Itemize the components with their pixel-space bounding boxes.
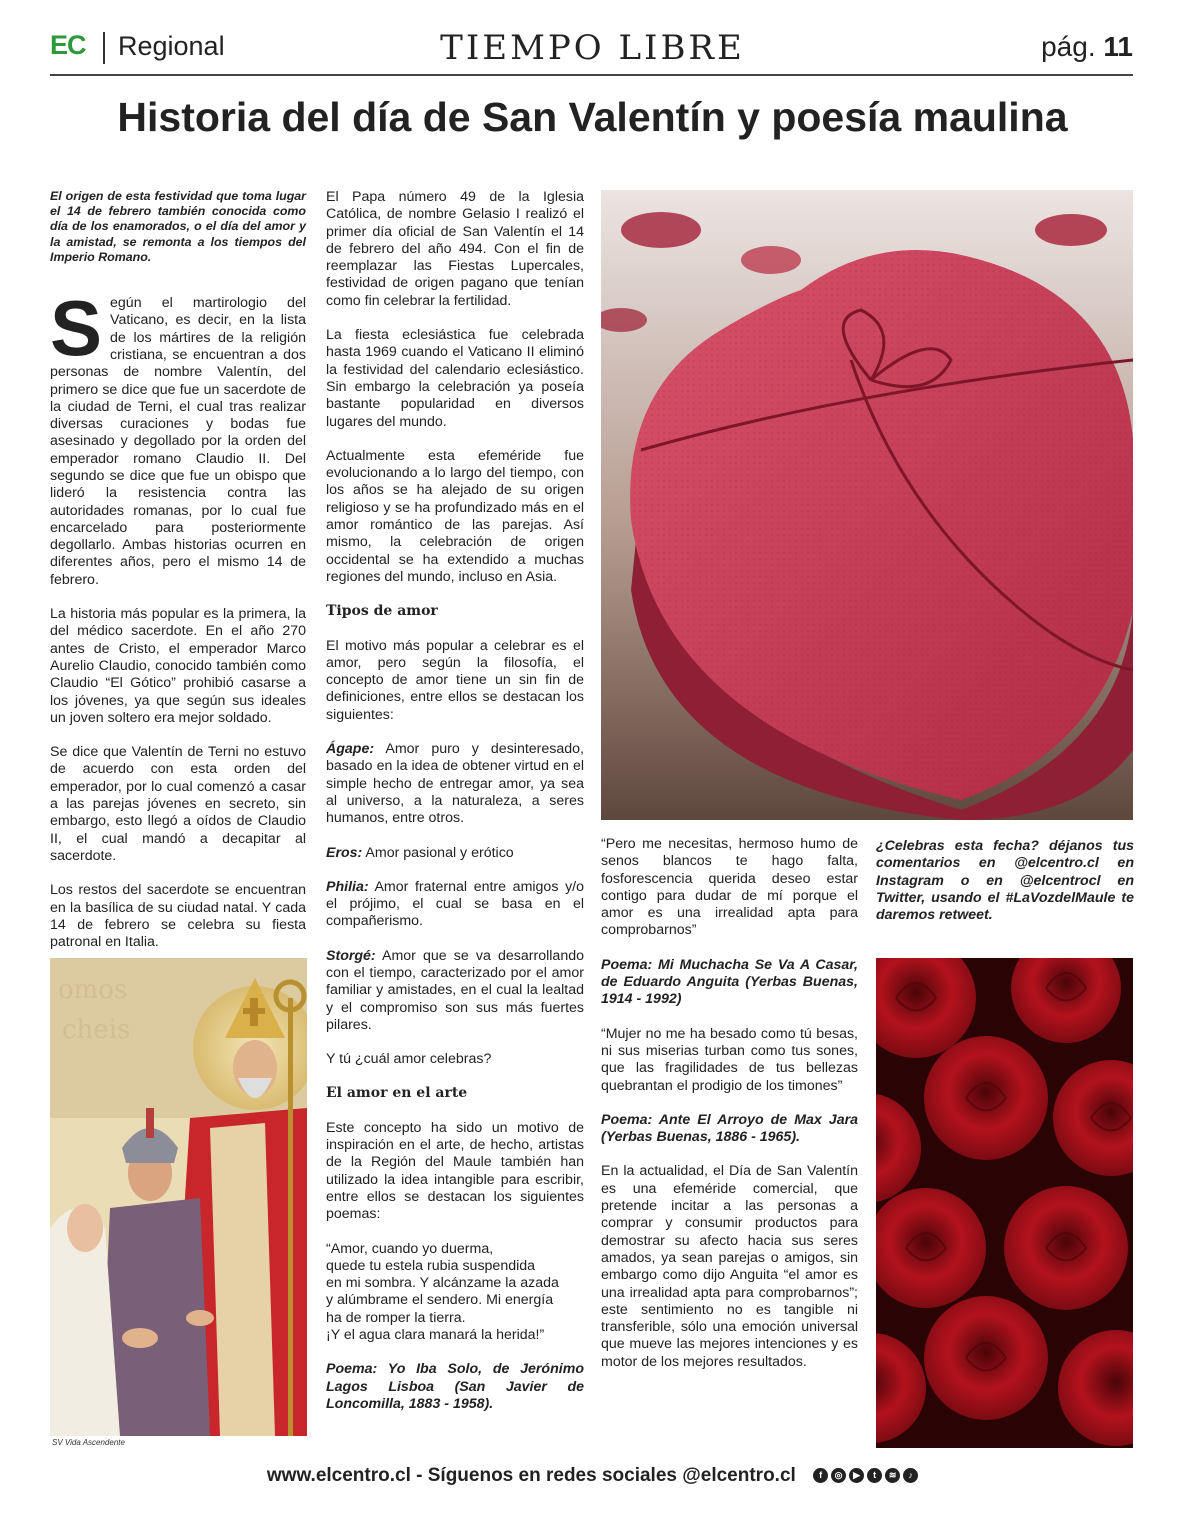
love-type-storge: Storgé: Amor que se va desarrollando con el tiempo, caracterizado por el amor familiar y amistades, en el cual la lealtad y el compromiso son sus más fuertes pilares. [326,947,584,1033]
paragraph: El motivo más popular a celebrar es el amor, pero según la filosofía, el concepto de amor tiene un sin fin de definiciones, entre ellos se destacan los siguientes: [326,637,584,723]
page-category: TIEMPO LIBRE [440,28,745,68]
article-headline: Historia del día de San Valentín y poesía maulina [117,94,1068,140]
facebook-icon[interactable]: f [813,1468,828,1483]
column-2 [326,189,584,1430]
social-call-to-action: ¿Celebras esta fecha? déjanos tus comentarios en @elcentro.cl en Instagram o en @elcentrocl en Twitter, usando el #LaVozdelMaule te daremos retweet. [876,838,1134,924]
paragraph: El Papa número 49 de la Iglesia Católica, de nombre Gelasio I realizó el primer día oficial de San Valentín el 14 de febrero del año 494. Con el fin de reemplazar las Fiestas Lupercales, festividad de origen pagano que tenían como fin celebrar la fertilidad. [326,189,584,309]
poem-quote: “Pero me necesitas, hermoso humo de senos blancos te hago falta, fosforescencia querida deseo estar contigo para dudar de mí porque el amor es una irrealidad apta para comprobarnos” [601,836,858,939]
love-type-eros: Eros: Amor pasional y erótico [326,844,514,861]
poem-quote: “Mujer no me ha besado como tú besas, ni sus miserias turban como tus sones, que las fragilidades de tus bellezas quebrantan el prodigio de los timones” [601,1025,858,1094]
column-1 [50,189,306,968]
love-type-philia: Philia: Amor fraternal entre amigos y/o el prójimo, el cual se basa en el compañerismo. [326,878,584,930]
subheading-tipos-de-amor: Tipos de amor [326,603,438,620]
header-rule [50,74,1133,76]
drop-cap: S [50,284,103,373]
column-3 [601,836,858,1388]
red-roses-photo [876,958,1133,1448]
spotify-icon[interactable]: ≋ [885,1468,900,1483]
paragraph: Según el martirologio del Vaticano, es decir, en la lista de los mártires de la religión cristiana, se encuentran a dos personas de nombre Valentín, del primero se dice que fue un sacerdote de la ciudad de Terni, el cual tras realizar diversas curaciones y bodas fue asesinado y degollado por la orden del emperador romano Claudio II. Del segundo se dice que fue un obispo que lideró la resistencia contra las autoridades romanas, por lo cual fue encarcelado para posteriormente degollarlo. Ambas historias ocurren en diferentes años, pero el mismo 14 de febrero. [50,284,306,588]
paragraph: Los restos del sacerdote se encuentran en la basílica de su ciudad natal. Y cada 14 de febrero se celebra su fiesta patronal en Italia. [50,882,306,951]
instagram-icon[interactable]: ◎ [831,1468,846,1483]
paragraph: Este concepto ha sido un motivo de inspiración en el arte, de hecho, artistas de la Región del Maule también han utilizado la idea intangible para escribir, entre ellos se destacan los siguientes poemas: [326,1119,584,1223]
heart-gift-box-photo [601,190,1133,820]
paragraph: En la actualidad, el Día de San Valentín es una efeméride comercial, que pretende incitar a las personas a comprar y consumir productos para demostrar su afecto hacia sus seres amados, ya sean parejas o amigos, sin embargo como dijo Anguita “el amor es una irrealidad apta para comprobarnos”; este sentimiento no es tangible ni transferible, sólo una emoción universal que mueve las mejores intenciones y es motor de los mejores resultados. [601,1163,858,1370]
tiktok-icon[interactable]: ♪ [903,1468,918,1483]
poem-credit: Poema: Mi Muchacha Se Va A Casar, de Eduardo Anguita (Yerbas Buenas, 1914 - 1992) [601,956,858,1008]
page-number: pág. 11 [1041,31,1133,62]
paragraph: La fiesta eclesiástica fue celebrada hasta 1969 cuando el Vaticano II eliminó la festividad del calendario eclesiástico. Sin embargo la celebración ya poseía bastante popularidad en diversos lugares del mundo. [326,327,584,430]
saint-valentine-painting [50,958,307,1436]
love-type-agape: Ágape: Amor puro y desinteresado, basado en la idea de obtener virtud en el simple hecho de entregar amor, ya sea al universo, a la naturaleza, a seres humanos, entre otros. [326,741,584,827]
svg-text:cheis: cheis [62,1015,131,1045]
poem-excerpt: “Amor, cuando yo duerma, quede tu estela rubia suspendida en mi sombra. Y alcánzame la azada y alúmbrame el sendero. Mi energía ha de romper la tierra. ¡Y el agua clara manará la herida!” [326,1240,559,1344]
poem-credit: Poema: Ante El Arroyo de Max Jara (Yerbas Buenas, 1886 - 1965). [601,1111,858,1146]
footer-text: www.elcentro.cl - Síguenos en redes sociales @elcentro.cl [266,1465,796,1486]
header-separator [103,32,105,64]
poem-credit: Poema: Yo Iba Solo, de Jerónimo Lagos Lisboa (San Javier de Loncomilla, 1883 - 1958). [326,1361,584,1412]
page-footer [50,1465,1135,1487]
subheading-amor-en-el-arte: El amor en el arte [326,1085,468,1102]
image-credit: SV Vida Ascendente [52,1438,125,1447]
paragraph: La historia más popular es la primera, la del médico sacerdote. En el año 270 antes de Cristo, el emperador Marco Aurelio Claudio, conocido también como Claudio “El Gótico” prohibió casarse a los jóvenes, ya que según sus ideales un joven soltero era mejor soldado. [50,606,306,726]
youtube-icon[interactable]: ▶ [849,1468,864,1483]
section-name: Regional [118,31,225,61]
column-4 [876,838,1134,941]
paragraph: Se dice que Valentín de Terni no estuvo de acuerdo con esta orden del emperador, por lo cual comenzó a casar a las parejas jóvenes en secreto, sin embargo, esto llegó a oídos de Claudio II, el cual mandó a decapitar al sacerdote. [50,744,306,864]
paragraph: Y tú ¿cuál amor celebras? [326,1051,492,1068]
article-lead: El origen de esta festividad que toma lugar el 14 de febrero también conocida como día de los enamorados, o el día del amor y la amistad, se remonta a los tiempos del Imperio Romano. [50,189,306,264]
svg-text:omos: omos [58,975,128,1005]
brand-logo: EC [50,30,86,60]
paragraph: Actualmente esta efeméride fue evolucionando a lo largo del tiempo, con los años se ha alejado de su origen religioso y se ha profundizado más en el amor romántico de las parejas. Así mismo, la celebración de origen occidental se ha extendido a muchas regiones del mundo, incluso en Asia. [326,447,584,585]
twitter-icon[interactable]: t [867,1468,882,1483]
social-icons [813,1468,918,1483]
